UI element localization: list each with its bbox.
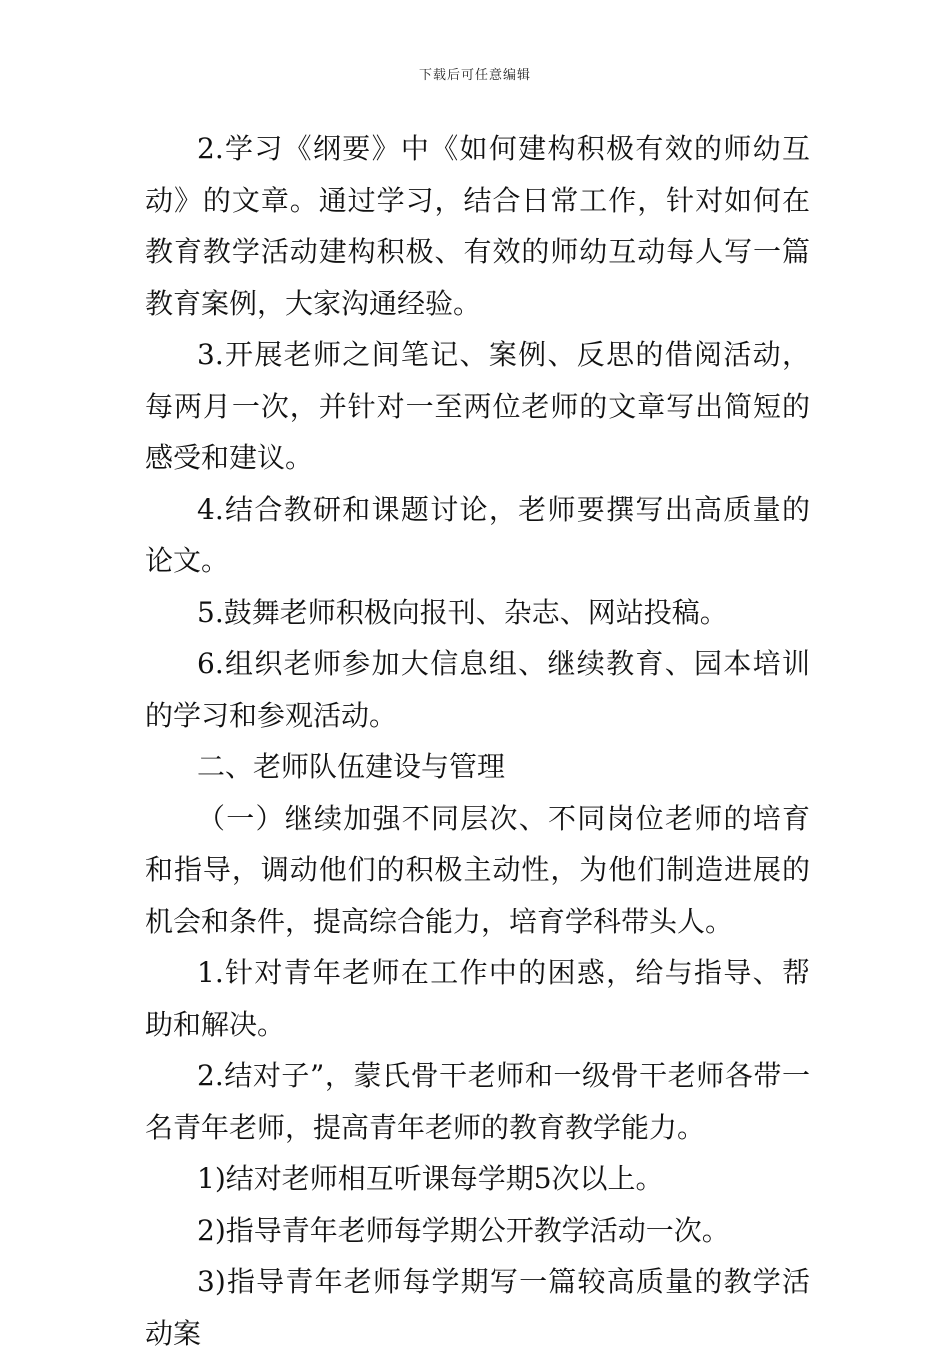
paragraph-5: 6.组织老师参加大信息组、继续教育、园本培训的学习和参观活动。 (145, 647, 810, 732)
paragraph-4: 5.鼓舞老师积极向报刊、杂志、网站投稿。 (197, 595, 728, 629)
paragraph-3: 4.结合教研和课题讨论，老师要撰写出高质量的论文。 (145, 492, 810, 577)
paragraph-9: 2.结对子”，蒙氏骨干老师和一级骨干老师各带一名青年老师，提高青年老师的教育教学能力。 (145, 1059, 810, 1144)
page-header-note: 下载后可任意编辑 (418, 68, 531, 83)
list-item-1: 1)结对老师相互听课每学期5次以上。 (197, 1162, 664, 1195)
list-item-3: 3)指导青年老师每学期写一篇较高质量的教学活动案 (145, 1265, 810, 1350)
paragraph-2: 3.开展老师之间笔记、案例、反思的借阅活动，每两月一次，并针对一至两位老师的文章写出简短的感受和建议。 (145, 338, 810, 474)
paragraph-7: （一）继续加强不同层次、不同岗位老师的培育和指导，调动他们的积极主动性，为他们制造进展的机会和条件，提高综合能力，培育学科带头人。 (145, 801, 810, 938)
list-item-2: 2)指导青年老师每学期公开教学活动一次。 (197, 1213, 730, 1247)
paragraph-8: 1.针对青年老师在工作中的困惑，给与指导、帮助和解决。 (145, 956, 810, 1041)
document-body (145, 123, 810, 1359)
paragraph-1: 2.学习《纲要》中《如何建构积极有效的师幼互动》的文章。通过学习，结合日常工作，针对如何在教育教学活动建构积极、有效的师幼互动每人写一篇教育案例，大家沟通经验。 (145, 132, 810, 320)
section-heading: 二、老师队伍建设与管理 (197, 750, 506, 783)
